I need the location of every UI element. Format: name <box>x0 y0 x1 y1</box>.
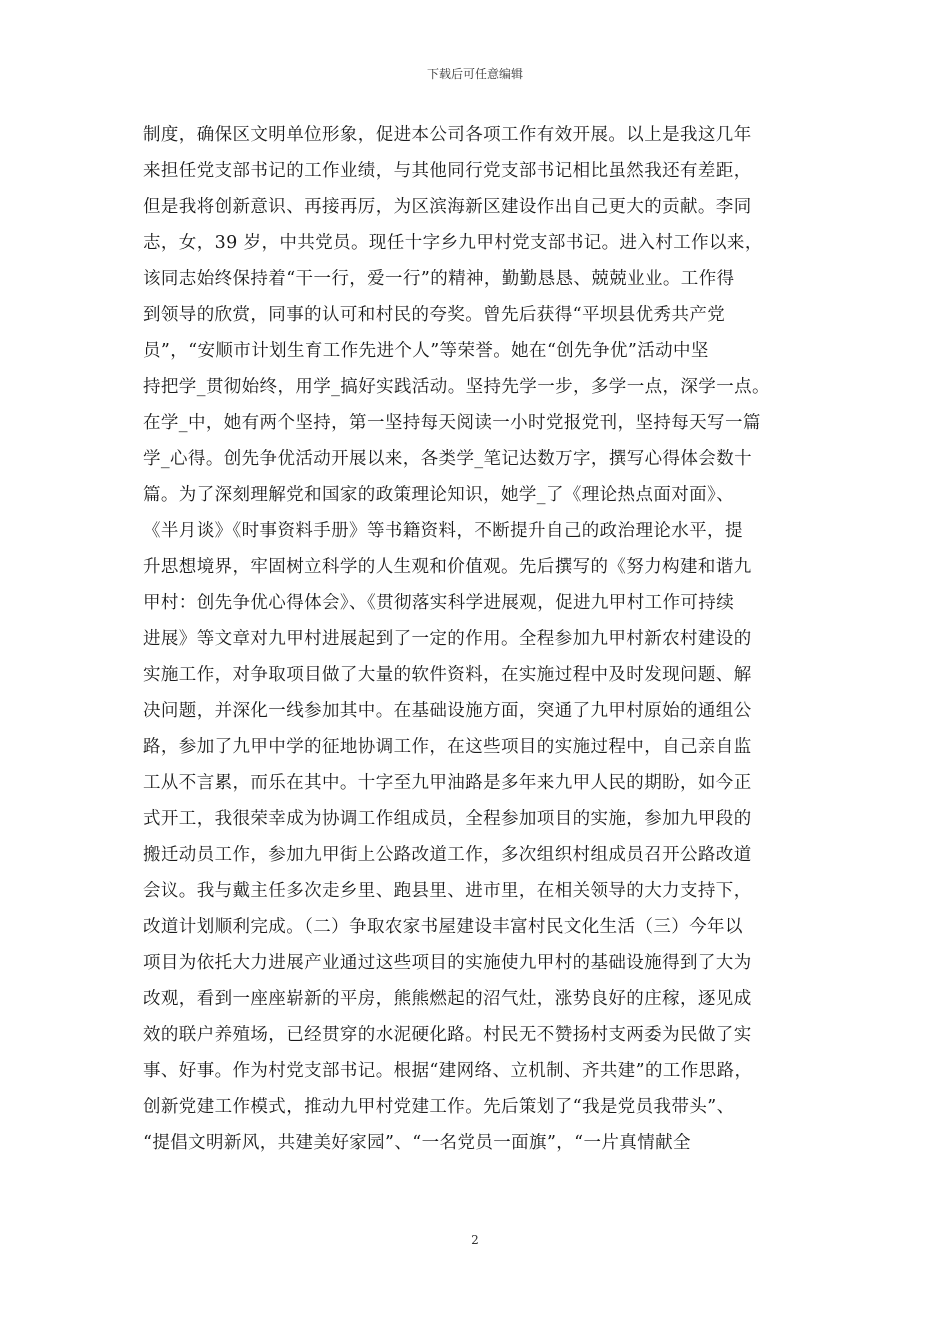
text-line: 搬迁动员工作，参加九甲街上公路改道工作，多次组织村组成员召开公路改道 <box>143 845 752 865</box>
page-number: 2 <box>471 1233 479 1247</box>
text-line: 学_心得。创先争优活动开展以来，各类学_笔记达数万字，撰写心得体会数十 <box>143 449 752 469</box>
text-line: 但是我将创新意识、再接再厉，为区滨海新区建设作出自己更大的贡献。李同 <box>143 197 752 217</box>
text-line: 式开工，我很荣幸成为协调工作组成员，全程参加项目的实施，参加九甲段的 <box>143 809 752 829</box>
text-line: 实施工作，对争取项目做了大量的软件资料，在实施过程中及时发现问题、解 <box>143 665 752 685</box>
page-header: 下载后可任意编辑 <box>426 67 523 81</box>
text-line: 志，女，39 岁，中共党员。现任十字乡九甲村党支部书记。进入村工作以来， <box>143 233 763 253</box>
text-line: 篇。为了深刻理解党和国家的政策理论知识，她学_了《理论热点面对面》、 <box>143 485 735 505</box>
text-line: 在学_中，她有两个坚持，第一坚持每天阅读一小时党报党刊，坚持每天写一篇 <box>143 413 761 433</box>
text-line: 制度，确保区文明单位形象，促进本公司各项工作有效开展。以上是我这几年 <box>143 125 752 145</box>
text-line: 进展》等文章对九甲村进展起到了一定的作用。全程参加九甲村新农村建设的 <box>143 629 752 649</box>
text-line: 会议。我与戴主任多次走乡里、跑县里、进市里，在相关领导的大力支持下， <box>143 881 752 901</box>
text-line: 效的联户养殖场，已经贯穿的水泥硬化路。村民无不赞扬村支两委为民做了实 <box>143 1025 752 1045</box>
text-line: 路，参加了九甲中学的征地协调工作，在这些项目的实施过程中，自己亲自监 <box>143 737 752 757</box>
text-line: 持把学_贯彻始终，用学_搞好实践活动。坚持先学一步，多学一点，深学一点。 <box>143 377 770 397</box>
text-line: 来担任党支部书记的工作业绩，与其他同行党支部书记相比虽然我还有差距， <box>143 161 752 181</box>
text-line: 升思想境界，牢固树立科学的人生观和价值观。先后撰写的《努力构建和谐九 <box>143 557 752 577</box>
text-line: 该同志始终保持着“干一行，爱一行”的精神，勤勤恳恳、兢兢业业。工作得 <box>143 269 735 289</box>
text-line: “提倡文明新风，共建美好家园”、“一名党员一面旗”，“一片真情献全 <box>143 1133 691 1153</box>
text-line: 决问题，并深化一线参加其中。在基础设施方面，突通了九甲村原始的通组公 <box>143 701 752 721</box>
text-line: 《半月谈》《时事资料手册》等书籍资料，不断提升自己的政治理论水平，提 <box>143 521 743 541</box>
text-line: 到领导的欣赏，同事的认可和村民的夸奖。曾先后获得“平坝县优秀共产党 <box>143 305 726 325</box>
text-line: 改道计划顺利完成。（二）争取农家书屋建设丰富村民文化生活（三）今年以 <box>143 917 743 937</box>
text-line: 工从不言累，而乐在其中。十字至九甲油路是多年来九甲人民的期盼，如今正 <box>143 773 752 793</box>
text-line: 甲村：创先争优心得体会》、《贯彻落实科学进展观，促进九甲村工作可持续 <box>143 593 735 613</box>
text-line: 项目为依托大力进展产业通过这些项目的实施使九甲村的基础设施得到了大为 <box>143 953 752 973</box>
text-line: 事、好事。作为村党支部书记。根据“建网络、立机制、齐共建”的工作思路， <box>143 1061 753 1081</box>
text-line: 员”，“安顺市计划生育工作先进个人”等荣誉。她在“创先争优”活动中坚 <box>143 341 709 361</box>
text-line: 改观，看到一座座崭新的平房，熊熊燃起的沼气灶，涨势良好的庄稼，逐见成 <box>143 989 752 1009</box>
text-line: 创新党建工作模式，推动九甲村党建工作。先后策划了“我是党员我带头”、 <box>143 1097 735 1117</box>
body-text <box>143 117 819 1161</box>
